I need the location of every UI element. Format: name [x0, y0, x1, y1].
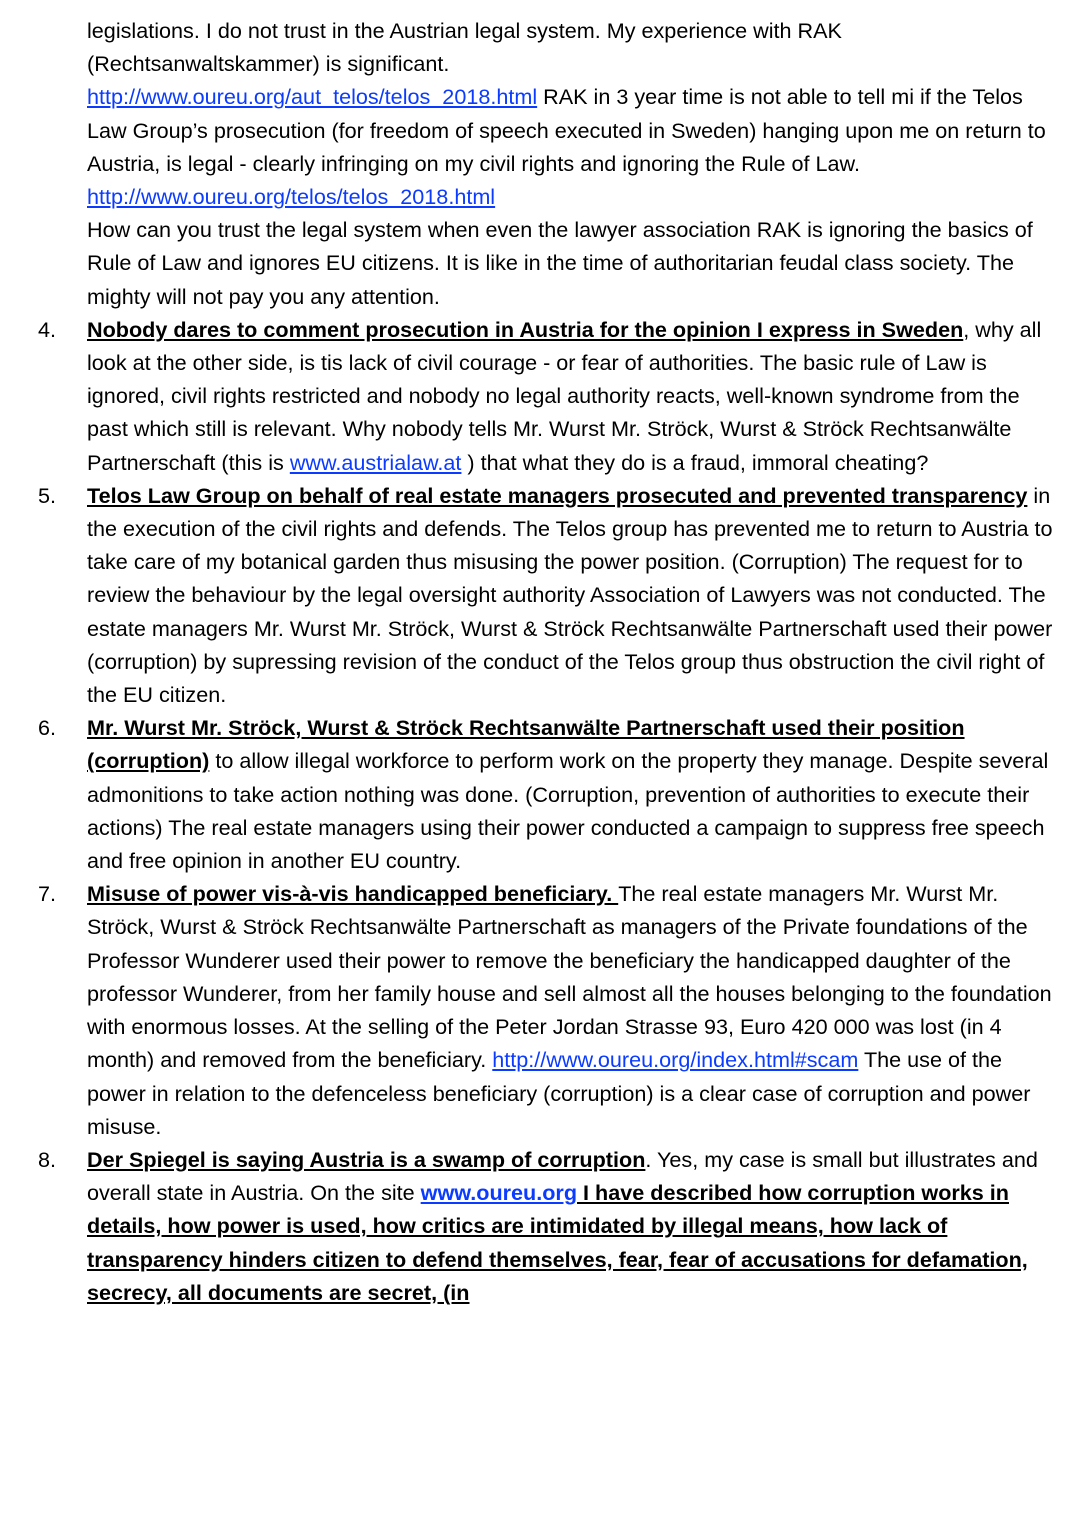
item-number: 5. [38, 482, 57, 508]
item-text: , why all look at the other side, is tis lack of civil courage - or fear of authorities. The basic rule of Law is ignored, civil rights restricted and nobody no legal authority reacts, well-known syndrome from the past which still is relevant. Why nobody tells Mr. Wurst Mr. Ströck, Wurst & Ströck Rechtsanwälte Partnerschaft (this is [87, 316, 1042, 475]
item-text: in the execution of the civil rights and defends. The Telos group has prevented me to return to Austria to take care of my botanical garden thus misusing the power position. (Corruption) The request for to review the behaviour by the legal oversight authority Association of Lawyers was not conducted. The estate managers Mr. Wurst Mr. Ströck, Wurst & Ströck Rechtsanwälte Partnerschaft used their power (corruption) by supressing revision of the conduct of the Telos group thus obstruction the civil right of the EU citizen. [87, 482, 1053, 708]
telos-link[interactable]: http://www.oureu.org/telos/telos_2018.html [87, 184, 496, 210]
item-heading: Nobody dares to comment prosecution in Austria for the opinion I express in Sweden [87, 316, 964, 342]
scam-link[interactable]: http://www.oureu.org/index.html#scam [492, 1047, 859, 1073]
list-item-7 [38, 877, 1062, 1143]
document-body [38, 14, 1062, 1309]
austrialaw-link[interactable]: www.austrialaw.at [289, 449, 462, 475]
item-number: 7. [38, 881, 57, 907]
item-number: 8. [38, 1146, 57, 1172]
telos-aut-link[interactable]: http://www.oureu.org/aut_telos/telos_2018.html [87, 84, 538, 110]
list-item-8 [38, 1143, 1062, 1309]
oureu-link[interactable]: www.oureu.org [420, 1180, 578, 1206]
item-text: to allow illegal workforce to perform work on the property they manage. Despite several admonitions to take action nothing was done. (Corruption, prevention of authorities to execute their actions) The real estate managers using their power conducted a campaign to suppress free speech and free opinion in another EU country. [87, 748, 1049, 874]
item-number: 4. [38, 316, 57, 342]
intro-paragraph-link-2 [87, 180, 1062, 213]
list-item-4 [38, 313, 1062, 479]
item-heading: Misuse of power vis-à-vis handicapped beneficiary. [87, 881, 619, 907]
intro-text-2: RAK in 3 year time is not able to tell mi if the Telos Law Group’s prosecution (for freedom of speech executed in Sweden) hanging upon me on return to Austria, is legal - clearly infringing on my civil rights and ignoring the Rule of Law. [87, 84, 1046, 176]
item-text-after: I have described how corruption works in details, how power is used, how critics are intimidated by illegal means, how lack of transparency hinders citizen to defend themselves, fear, fear of accusations for defamation, secrecy, all documents are secret, (in [87, 1180, 1028, 1305]
item-text: . Yes, my case is small but illustrates and overall state in Austria. On the site [87, 1146, 1038, 1206]
list-item-6 [38, 711, 1062, 877]
item-heading: Mr. Wurst Mr. Ströck, Wurst & Ströck Rechtsanwälte Partnerschaft used their position (corruption) [87, 715, 965, 774]
intro-text-1: legislations. I do not trust in the Austrian legal system. My experience with RAK (Rechtsanwaltskammer) is significant. [87, 18, 842, 77]
item-heading: Der Spiegel is saying Austria is a swamp of corruption [87, 1146, 646, 1172]
item-heading: Telos Law Group on behalf of real estate managers prosecuted and prevented transparency [87, 482, 1028, 508]
list-item-5 [38, 479, 1062, 711]
intro-paragraph-3 [87, 213, 1062, 313]
intro-text-3: How can you trust the legal system when even the lawyer association RAK is ignoring the basics of Rule of Law and ignores EU citizens. It is like in the time of authoritarian feudal class society. The mighty will not pay you any attention. [87, 217, 1033, 309]
item-text-after: ) that what they do is a fraud, immoral cheating? [461, 449, 929, 475]
intro-paragraph-link [87, 80, 1062, 180]
item-number: 6. [38, 715, 57, 741]
intro-paragraph [87, 14, 1062, 80]
item-text: The real estate managers Mr. Wurst Mr. Ströck, Wurst & Ströck Rechtsanwälte Partnerschaft as managers of the Private foundations of the Professor Wunderer used their power to remove the beneficiary the handicapped daughter of the professor Wunderer, from her family house and sell almost all the houses belonging to the foundation with enormous losses. At the selling of the Peter Jordan Strasse 93, Euro 420 000 was lost (in 4 month) and removed from the beneficiary. [87, 881, 1052, 1073]
item-text-after: The use of the power in relation to the defenceless beneficiary (corruption) is a clear case of corruption and power misuse. [87, 1047, 1031, 1139]
